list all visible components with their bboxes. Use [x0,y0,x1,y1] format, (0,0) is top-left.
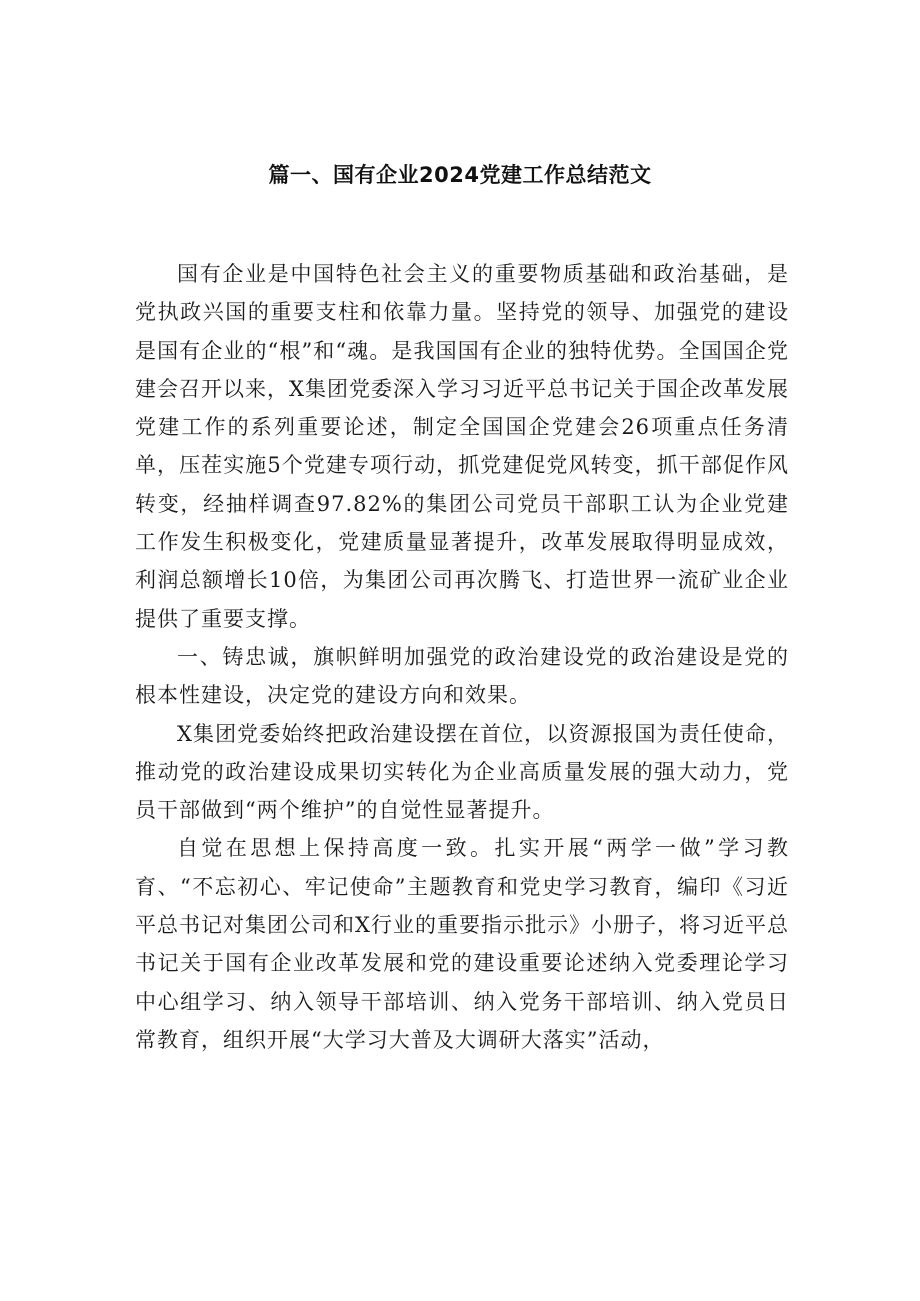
paragraph: 自觉在思想上保持高度一致。扎实开展“两学一做”学习教育、“不忘初心、牢记使命”主题教育和党史学习教育，编印《习近平总书记对集团公司和X行业的重要指示批示》小册子，将习近平总书记关于国有企业改革发展和党的建设重要论述纳入党委理论学习中心组学习、纳入领导干部培训、纳入党务干部培训、纳入党员日常教育，组织开展“大学习大普及大调研大落实”活动， [135,836,789,1052]
paragraph: 国有企业是中国特色社会主义的重要物质基础和政治基础，是党执政兴国的重要支柱和依靠力量。坚持党的领导、加强党的建设是国有企业的“根”和“魂。是我国国有企业的独特优势。全国国企党建会召开以来，X集团党委深入学习习近平总书记关于国企改革发展党建工作的系列重要论述，制定全国国企党建会26项重点任务清单，压茬实施5个党建专项行动，抓党建促党风转变，抓干部促作风转变，经抽样调查97.82%的集团公司党员干部职工认为企业党建工作发生积极变化，党建质量显著提升，改革发展取得明显成效，利润总额增长10倍，为集团公司再次腾飞、打造世界一流矿业企业提供了重要支撑。 [135,262,789,631]
document-title: 篇一、国有企业2024党建工作总结范文 [268,163,652,187]
paragraph: X集团党委始终把政治建设摆在首位，以资源报国为责任使命，推动党的政治建设成果切实转化为企业高质量发展的强大动力，党员干部做到“两个维护”的自觉性显著提升。 [135,721,789,823]
document-body [135,255,789,1059]
paragraph: 一、铸忠诚，旗帜鲜明加强党的政治建设党的政治建设是党的根本性建设，决定党的建设方向和效果。 [135,644,789,708]
